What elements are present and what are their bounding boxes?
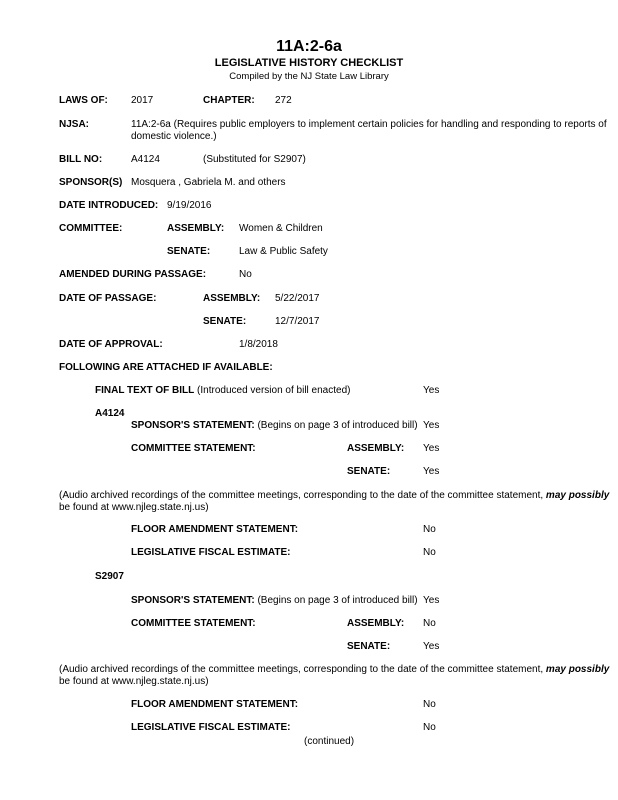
laws-of-value: 2017 (131, 95, 154, 106)
a4124-floor-amendment-label: FLOOR AMENDMENT STATEMENT: (131, 524, 299, 535)
passage-label: DATE OF PASSAGE: (59, 293, 157, 304)
s2907-sponsor-statement-value: Yes (423, 595, 440, 606)
committee-senate-value: Law & Public Safety (239, 246, 328, 257)
a4124-sponsor-statement-note: (Begins on page 3 of introduced bill) (257, 420, 418, 431)
a4124-sponsor-statement-value: Yes (423, 420, 440, 431)
s2907-committee-statement-label: COMMITTEE STATEMENT: (131, 618, 256, 629)
passage-senate-label: SENATE: (203, 316, 247, 327)
a4124-fiscal-estimate-value: No (423, 547, 436, 558)
a4124-heading: A4124 (95, 408, 125, 419)
a4124-fiscal-estimate-label: LEGISLATIVE FISCAL ESTIMATE: (131, 547, 291, 558)
a4124-audio-prefix: (Audio archived recordings of the committee meetings, corresponding to the date of the committee statement, (59, 490, 546, 501)
date-introduced-value: 9/19/2016 (167, 200, 212, 211)
a4124-sponsor-statement-row (131, 420, 418, 432)
a4124-committee-statement-label: COMMITTEE STATEMENT: (131, 443, 256, 454)
committee-assembly-value: Women & Children (239, 223, 323, 234)
final-text-note: (Introduced version of bill enacted) (197, 385, 351, 396)
substituted-for: (Substituted for S2907) (203, 154, 306, 165)
njsa-line-1: 11A:2-6a (Requires public employers to implement certain policies for handling and responding to reports of (131, 119, 607, 130)
a4124-committee-senate-label: SENATE: (347, 466, 391, 477)
a4124-floor-amendment-value: No (423, 524, 436, 535)
passage-assembly-value: 5/22/2017 (275, 293, 320, 304)
chapter-value: 272 (275, 95, 292, 106)
date-introduced-label: DATE INTRODUCED: (59, 200, 159, 211)
passage-assembly-label: ASSEMBLY: (203, 293, 261, 304)
bill-no-label: BILL NO: (59, 154, 103, 165)
compiled-by: Compiled by the NJ State Law Library (229, 71, 389, 82)
s2907-floor-amendment-value: No (423, 699, 436, 710)
s2907-fiscal-estimate-value: No (423, 722, 436, 733)
bill-no-value: A4124 (131, 154, 160, 165)
committee-label: COMMITTEE: (59, 223, 123, 234)
committee-assembly-label: ASSEMBLY: (167, 223, 225, 234)
sponsor-value: Mosquera , Gabriela M. and others (131, 177, 286, 188)
approval-label: DATE OF APPROVAL: (59, 339, 163, 350)
njsa-label: NJSA: (59, 119, 90, 130)
final-text-row (95, 385, 350, 397)
laws-of-label: LAWS OF: (59, 95, 108, 106)
passage-senate-value: 12/7/2017 (275, 316, 320, 327)
a4124-sponsor-statement-label: SPONSOR'S STATEMENT: (131, 420, 255, 431)
s2907-sponsor-statement-label: SPONSOR'S STATEMENT: (131, 595, 255, 606)
attached-heading: FOLLOWING ARE ATTACHED IF AVAILABLE: (59, 362, 273, 373)
s2907-sponsor-statement-row (131, 595, 418, 607)
s2907-audio-note-line-2: be found at www.njleg.state.nj.us) (59, 676, 209, 687)
a4124-audio-note-line-1 (59, 490, 609, 502)
sponsor-label: SPONSOR(S) (59, 177, 123, 188)
approval-value: 1/8/2018 (239, 339, 278, 350)
a4124-committee-assembly-value: Yes (423, 443, 440, 454)
s2907-committee-assembly-value: No (423, 618, 436, 629)
a4124-audio-note-line-2: be found at www.njleg.state.nj.us) (59, 502, 209, 513)
njsa-line-2: domestic violence.) (131, 131, 217, 142)
a4124-committee-senate-value: Yes (423, 466, 440, 477)
s2907-committee-assembly-label: ASSEMBLY: (347, 618, 405, 629)
s2907-sponsor-statement-note: (Begins on page 3 of introduced bill) (257, 595, 418, 606)
chapter-label: CHAPTER: (203, 95, 255, 106)
checklist-title: LEGISLATIVE HISTORY CHECKLIST (214, 57, 404, 69)
committee-senate-label: SENATE: (167, 246, 211, 257)
s2907-floor-amendment-label: FLOOR AMENDMENT STATEMENT: (131, 699, 299, 710)
s2907-heading: S2907 (95, 571, 124, 582)
a4124-committee-assembly-label: ASSEMBLY: (347, 443, 405, 454)
statute-title: 11A:2-6a (276, 38, 342, 55)
final-text-label: FINAL TEXT OF BILL (95, 385, 195, 396)
s2907-audio-prefix: (Audio archived recordings of the committee meetings, corresponding to the date of the committee statement, (59, 664, 546, 675)
final-text-value: Yes (423, 385, 440, 396)
amended-label: AMENDED DURING PASSAGE: (59, 269, 207, 280)
s2907-audio-emphasis: may possibly (545, 664, 610, 675)
continued-note: (continued) (304, 736, 355, 747)
s2907-audio-note-line-1 (59, 664, 609, 676)
s2907-committee-senate-label: SENATE: (347, 641, 391, 652)
s2907-committee-senate-value: Yes (423, 641, 440, 652)
a4124-audio-emphasis: may possibly (545, 490, 610, 501)
amended-value: No (239, 269, 252, 280)
s2907-fiscal-estimate-label: LEGISLATIVE FISCAL ESTIMATE: (131, 722, 291, 733)
